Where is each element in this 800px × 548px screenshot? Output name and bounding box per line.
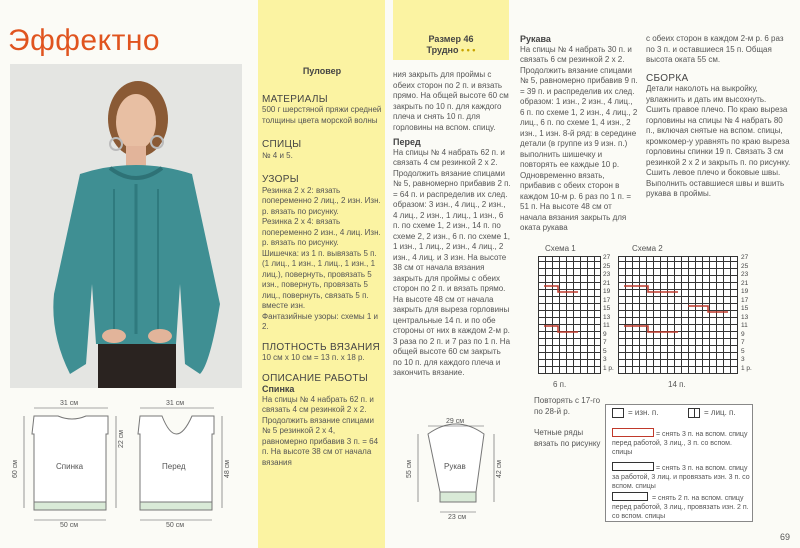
- row-number: 23: [603, 271, 611, 278]
- materials-text: 500 г шерстяной пряжи средней толщины цвета морской волны: [262, 105, 382, 125]
- front-top-dim: 31 см: [166, 400, 185, 407]
- sleeve-top-dim: 29 см: [446, 418, 465, 425]
- row-number: 13: [741, 313, 749, 321]
- chart-cable-marks: [538, 256, 738, 374]
- model-photo: [10, 64, 242, 388]
- row-number: 17: [741, 296, 749, 304]
- row-number: 21: [741, 279, 749, 287]
- density-text: 10 см х 10 см = 13 п. х 18 р.: [262, 353, 365, 362]
- page-number: 69: [779, 532, 790, 542]
- density-title: ПЛОТНОСТЬ ВЯЗАНИЯ: [262, 341, 380, 353]
- row-number: 9: [741, 330, 745, 338]
- repeat-note: Повторять с 17-го по 28-й р.: [534, 396, 601, 416]
- knit-symbol: [688, 408, 700, 418]
- assembly-text: Детали наколоть на выкройку, увлажнить и дать им высохнуть. Сшить правое плечо. По краю выреза горловины на спицы № 4 набрать 80 п., включая снятые на вспом. спицы, кромкомер-у уравнять по краю выреза горловины спинки 19 п. Связать 3 см резинкой 2 х 2 и закрыть п. по рисунку. Сшить левое плечо и боковые швы. Выполнить оставшиеся швы и вшить рукава в проймы.: [646, 84, 791, 198]
- sleeve-title: Рукава: [520, 34, 551, 44]
- page-title: Эффектно: [8, 24, 161, 57]
- cable-legend-2: = снять 3 п. на вспом. спицу за работой, 3 лиц. и провязать изн. 3 п. со вспом. спицы: [612, 465, 750, 490]
- row-number: 7: [741, 339, 745, 346]
- front-height-dim: 48 см: [224, 460, 231, 479]
- difficulty-stars: • • •: [461, 44, 476, 55]
- difficulty-label: [395, 45, 507, 56]
- knit-legend: = лиц. п.: [704, 408, 736, 417]
- row-number: 17: [603, 296, 611, 304]
- scheme-1-width: 6 п.: [553, 380, 567, 389]
- front-title: Перед: [393, 137, 421, 147]
- front-text: На спицы № 4 набрать 62 п. и связать 4 см резинкой 2 х 2. Продолжить вязание спицами № 5, равномерно прибавив 2 п. = 64 п. и распределив их след. образом: 3 изн., 4 лиц., 2 изн., 4 лиц., 2 изн., 1 лиц., 1 изн., 6 п. по схеме 1, 2 изн., 14 п. по схеме 2, 2 изн., 6 п. по схеме 1, 1 изн., 1 лиц., 2 изн., 4 лиц., 2 изн., 4 лиц. и 3 изн. На высоте 38 см от начала вязания закрыть для проймы с обеих сторон по 2 п. и вязать прямо. На высоте 48 см от начала закрыть для выреза горловины центральные 14 п. и по обе стороны от них в каждом 2-м р. 3 раза по 2 п. и 7 раз по 1 п. На общей высоте 60 см закрыть по 10 п. для каждого плеча и закончить вязание.: [393, 147, 511, 377]
- row-number: 15: [603, 305, 611, 312]
- scheme-2-row-numbers: [741, 254, 763, 373]
- cable-legend-1: = снять 3 п. на вспом. спицу перед работой, 3 лиц., 3 п. со вспом. спицы: [612, 431, 748, 456]
- size-block: [395, 34, 507, 55]
- back-continued-text: ния закрыть для проймы с обеих сторон по 2 п. и вязать прямо. На общей высоте 60 см закрыть по 10 п. для каждого плеча и снять 10 п. для горловины на вспом. спицу.: [393, 70, 509, 132]
- back-side-dim: 22 см: [118, 430, 125, 449]
- back-title: Спинка: [262, 384, 295, 394]
- row-number: 27: [603, 254, 611, 261]
- scheme-2-title: Схема 2: [632, 244, 663, 253]
- row-number: 11: [603, 322, 610, 329]
- row-number: 25: [603, 262, 611, 270]
- row-number: 19: [603, 288, 611, 295]
- cable-mark: [544, 326, 578, 332]
- sleeve-bottom-dim: 23 см: [448, 514, 467, 521]
- back-height-dim: 60 см: [12, 460, 19, 479]
- purl-legend: = изн. п.: [628, 408, 659, 417]
- sleeve-label: Рукав: [444, 462, 466, 471]
- bobble-text: Шишечка: из 1 п. вывязать 5 п. (1 лиц., 1 изн., 1 лиц., 1 изн., 1 лиц.), повернуть, провязать 5 изн., повернуть, провязать 5 лиц., повернуть, связать 5 п. вместе изн.: [262, 248, 377, 310]
- even-rows-note: Четные ряды вязать по рисунку: [534, 428, 601, 448]
- row-number: 11: [741, 322, 748, 329]
- sleeve-text: На спицы № 4 набрать 30 п. и связать 6 см резинкой 2 х 2. Продолжить вязание спицами № 5, равномерно прибавив 9 п. = 39 п. и распределив их след. образом: 1 изн., 2 изн., 4 лиц., 6 п. по схеме 1, 2 изн., 4 лиц., 2 лиц., 6 п. по схеме 1, 4 изн., 2 изн., 1 изн. 8-й ряд: в середине детали (в группе из 9 изн. п.) выполнить шишечку и повторять ее каждые 10 р. Одновременно вязать, прибавив с обеих сторон в каждом 10-м р. 6 раз по 1 п. = 51 п. На высоте 48 см от начала вязания закрыть для оката рукава: [520, 44, 638, 232]
- row-number: 21: [603, 279, 611, 287]
- size-label: Размер 46: [428, 34, 474, 44]
- needles-text: № 4 и 5.: [262, 150, 293, 160]
- pattern-1-text: Резинка 2 х 2: вязать попеременно 2 лиц., 2 изн. Изн. р. вязать по рисунку.: [262, 185, 381, 216]
- cable-legend-3: = снять 2 п. на вспом. спицу перед работой, 3 лиц., провязать изн. 2 п. со вспом. спицы: [612, 495, 749, 520]
- scheme-1-title: Схема 1: [545, 244, 576, 253]
- sleeve-mid-dim: 42 см: [496, 460, 503, 479]
- back-label: Спинка: [56, 462, 84, 471]
- column-2: [393, 70, 511, 379]
- row-number: 5: [603, 347, 607, 355]
- cable-mark: [624, 326, 678, 332]
- sleeve-height-dim: 55 см: [406, 460, 413, 479]
- difficulty-text: Трудно: [426, 44, 459, 55]
- fancy-text: Фантазийные узоры: схемы 1 и 2.: [262, 311, 378, 331]
- row-number: 23: [741, 271, 749, 278]
- back-text: На спицы № 4 набрать 62 п. и связать 4 см резинкой 2 х 2. Продолжить вязание спицами № 5 резинкой 2 х 4, равномерно прибавив 3 п. = 64 п. На высоте 38 см от начала вязания: [262, 394, 379, 467]
- row-number: 15: [741, 305, 749, 312]
- model-photo-illustration: [10, 64, 242, 388]
- pattern-2-text: Резинка 2 х 4: вязать попеременно 2 изн., 4 лиц. Изн. р. вязать по рисунку.: [262, 217, 381, 247]
- scheme-2-width: 14 п.: [668, 380, 686, 389]
- row-number: 5: [741, 347, 745, 355]
- scheme-1-row-numbers: [603, 254, 617, 373]
- row-number: 3: [741, 356, 745, 363]
- needles-title: СПИЦЫ: [262, 139, 302, 150]
- row-number: 3: [603, 356, 607, 363]
- assembly-title: СБОРКА: [646, 72, 689, 84]
- purl-symbol: [612, 408, 624, 418]
- row-number: 19: [741, 288, 749, 295]
- patterns-title: УЗОРЫ: [262, 174, 299, 185]
- row-number: 25: [741, 262, 749, 270]
- front-bottom-dim: 50 см: [166, 522, 185, 529]
- cable-mark: [544, 286, 578, 292]
- cable-mark: [624, 286, 678, 292]
- column-3: [520, 34, 638, 234]
- row-number: 1 р.: [603, 364, 614, 372]
- back-bottom-dim: 50 см: [60, 522, 79, 529]
- row-number: 7: [603, 339, 607, 346]
- cable-mark: [688, 306, 728, 312]
- garment-title: Пуловер: [302, 66, 342, 76]
- row-number: 13: [603, 313, 611, 321]
- row-number: 9: [603, 330, 607, 338]
- sleeve-cap-text: с обеих сторон в каждом 2-м р. 6 раз по 3 п. и оставшиеся 15 п. Общая высота оката 55 см.: [646, 34, 784, 64]
- description-title: ОПИСАНИЕ РАБОТЫ: [262, 372, 369, 384]
- row-number: 1 р.: [741, 364, 752, 372]
- materials-title: МАТЕРИАЛЫ: [262, 93, 328, 105]
- row-number: 27: [741, 254, 749, 261]
- back-top-dim: 31 см: [60, 400, 79, 407]
- front-label: Перед: [162, 462, 186, 471]
- column-4: [646, 34, 792, 200]
